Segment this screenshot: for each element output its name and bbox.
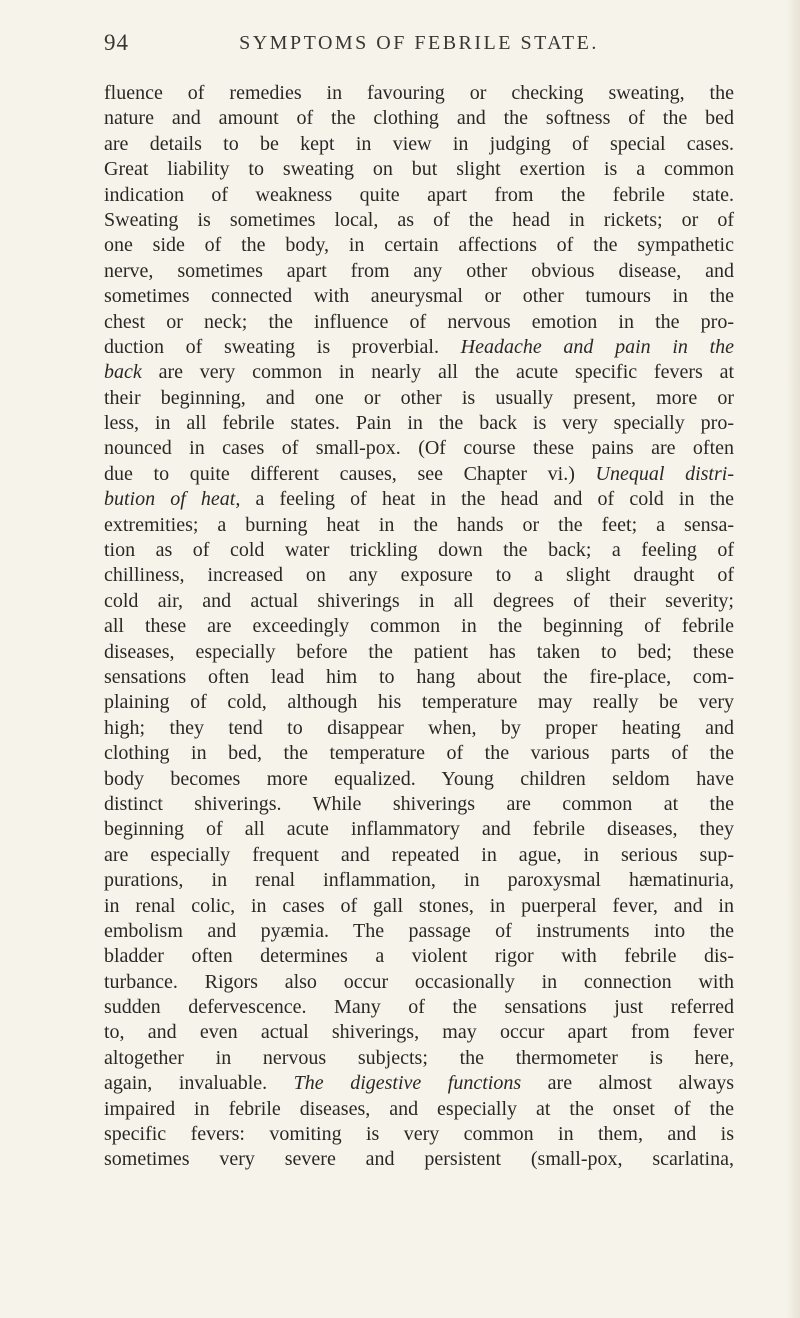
text-line: extremities; a burning heat in the hands or the feet; a sensa- [104,513,734,536]
text-segment: are almost always [547,1072,735,1095]
text-line: specific fevers: vomiting is very common in them, and is [104,1123,734,1146]
text-line: turbance. Rigors also occur occasionally in connection with [104,970,734,993]
italic-term: Unequal distri- [595,462,734,485]
text-line: chilliness, increased on any exposure to a slight draught of [104,564,734,587]
text-segment: a feeling of heat in the head and of cold in the [255,488,735,511]
text-line [104,1071,734,1096]
text-segment: duction of sweating is proverbial. [104,335,439,358]
text-line: less, in all febrile states. Pain in the back is very specially pro- [104,412,734,435]
page-header [104,24,734,64]
text-line: plaining of cold, although his temperature may really be very [104,691,734,714]
text-line: to, and even actual shiverings, may occur apart from fever [104,1021,734,1044]
text-segment: again, invaluable. [104,1072,268,1095]
text-line: bladder often determines a violent rigor with febrile dis- [104,945,734,968]
text-line: body becomes more equalized. Young children seldom have [104,767,734,790]
running-head: SYMPTOMS OF FEBRILE STATE. [239,32,599,54]
text-line [104,335,734,360]
text-line: their beginning, and one or other is usually present, more or [104,386,734,409]
text-line: embolism and pyæmia. The passage of instruments into the [104,919,734,942]
text-line: diseases, especially before the patient has taken to bed; these [104,640,734,663]
text-line [104,462,734,487]
text-line: are details to be kept in view in judging of special cases. [104,132,734,155]
text-line: nounced in cases of small-pox. (Of course these pains are often [104,437,734,460]
text-line: indication of weakness quite apart from the febrile state. [104,183,734,206]
text-line: sensations often lead him to hang about the fire-place, com- [104,665,734,688]
text-line: high; they tend to disappear when, by proper heating and [104,716,734,739]
text-line: fluence of remedies in favouring or checking sweating, the [104,82,734,104]
text-line: all these are exceedingly common in the beginning of febrile [104,615,734,638]
text-line: sudden defervescence. Many of the sensations just referred [104,996,734,1019]
text-line: distinct shiverings. While shiverings are common at the [104,792,734,815]
text-line: nature and amount of the clothing and the softness of the bed [104,107,734,130]
text-line [104,487,734,512]
text-line: tion as of cold water trickling down the back; a feeling of [104,539,734,562]
text-line: sometimes connected with aneurysmal or other tumours in the [104,285,734,308]
text-line: clothing in bed, the temperature of the various parts of the [104,742,734,765]
italic-term: Headache and pain in the [460,335,735,358]
italic-term: back [104,361,142,384]
text-line: cold air, and actual shiverings in all degrees of their severity; [104,589,734,612]
text-line: one side of the body, in certain affections of the sympathetic [104,234,734,257]
text-line: altogether in nervous subjects; the thermometer is here, [104,1046,734,1069]
text-line: chest or neck; the influence of nervous emotion in the pro- [104,310,734,333]
text-line: in renal colic, in cases of gall stones, in puerperal fever, and in [104,894,734,917]
text-segment: due to quite different causes, see Chapter vi.) [104,462,575,485]
text-line [104,360,734,385]
text-line: nerve, sometimes apart from any other obvious disease, and [104,259,734,282]
text-line: purations, in renal inflammation, in paroxysmal hæmatinuria, [104,869,734,892]
text-line: impaired in febrile diseases, and especially at the onset of the [104,1097,734,1120]
text-line: sometimes very severe and persistent (small-pox, scarlatina, [104,1148,734,1171]
italic-term: The digestive functions [293,1072,522,1095]
text-line: are especially frequent and repeated in ague, in serious sup- [104,843,734,866]
body-text [104,81,734,1173]
text-segment: are very common in nearly all the acute specific fevers at [158,361,735,384]
text-line: beginning of all acute inflammatory and febrile diseases, they [104,818,734,841]
italic-term: bution of heat, [104,488,241,511]
page-number: 94 [104,30,129,55]
text-line: Great liability to sweating on but slight exertion is a common [104,158,734,181]
page-edge-shadow [786,0,800,1318]
text-line: Sweating is sometimes local, as of the head in rickets; or of [104,208,734,231]
